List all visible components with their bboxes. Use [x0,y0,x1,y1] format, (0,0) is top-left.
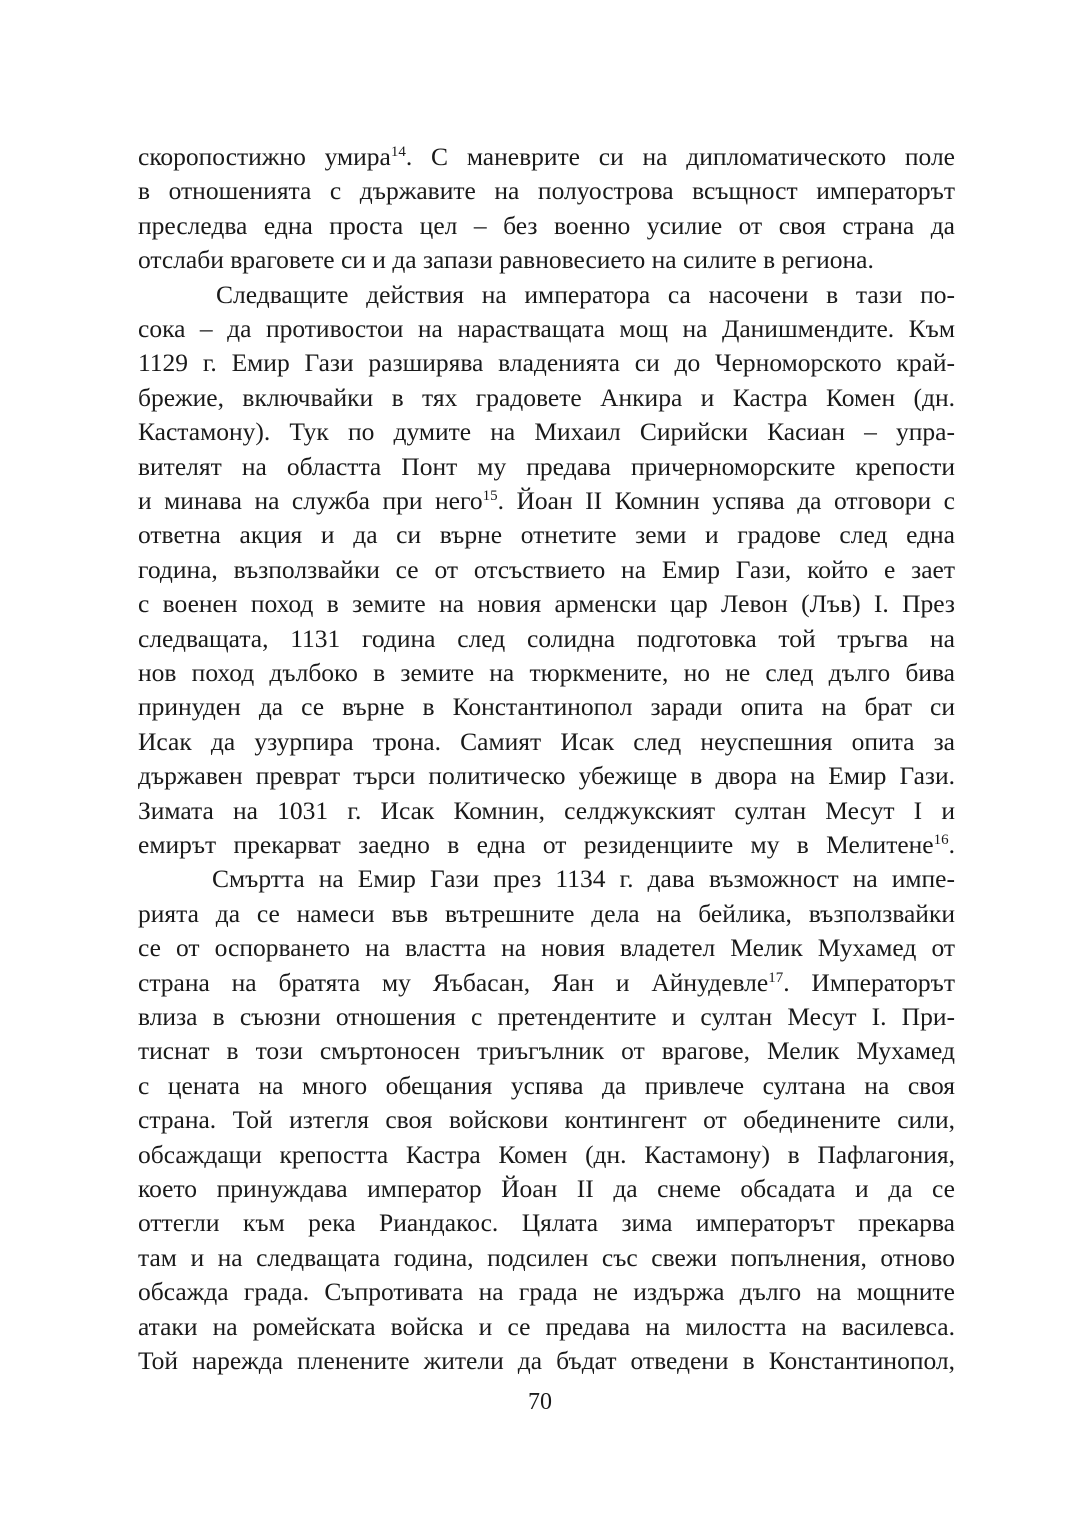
text-line [138,415,955,449]
page-body [138,140,955,1460]
text-line [138,1344,955,1378]
text-line [138,1103,955,1137]
text-run: 1129 г. Емир Гази разширява владенията си до Черноморското край- [138,348,955,378]
text-run: с цената на много обещания успява да привлече султана на своя [138,1070,955,1100]
text-line [138,794,955,828]
text-line [138,862,955,896]
text-run: тиснат в този смъртоносен триъгълник от врагове, Мелик Мухамед [138,1036,955,1066]
text-run: обсаждащи крепостта Кастра Комен (дн. Кастамону) в Пафлагония, [138,1139,955,1169]
text-run: Следващите действия на императора са насочени в тази по- [216,279,955,309]
text-run: преследва една проста цел – без военно усилие от своя страна да [138,210,955,240]
text-line [138,1206,955,1240]
text-line [138,931,955,965]
text-run: . Императорът [783,967,955,997]
text-line [138,346,955,380]
text-line [138,656,955,690]
text-run: което принуждава император Йоан II да снеме обсадата и да се [138,1174,955,1203]
text-run: с военен поход в земите на новия арменски цар Левон (Лъв) I. През [138,589,955,619]
text-line [138,1138,955,1172]
text-run: следващата, 1131 година след солидна подготовка той тръгва на [138,623,955,653]
text-run: рията да се намеси във вътрешните дела на бейлика, възползвайки [138,898,955,928]
text-line [138,381,955,415]
footnote-ref: 14 [390,144,406,160]
text-line [138,725,955,759]
text-run: година, възползвайки се от отсъствието на Емир Гази, който е зает [138,554,955,584]
text-line [138,243,955,277]
text-line [138,897,955,931]
text-line [138,278,955,312]
text-run: Смъртта на Емир Гази през 1134 г. дава възможност на импе- [212,864,955,894]
text-run: страна на братята му Яъбасан, Яан и Айнудевле [138,967,769,997]
text-run: в отношенията с държавите на полуострова всъщност императорът [138,176,955,206]
text-line [138,140,955,174]
text-run: Той нарежда пленените жители да бъдат отведени в Константинопол, [138,1346,955,1375]
footnote-ref: 16 [933,832,949,848]
text-line [138,484,955,518]
text-run: . С маневрите си на дипломатическото поле [405,142,955,171]
text-run: отслаби враговете си и да запази равновесието на силите в региона. [138,245,874,275]
text-line [138,828,955,862]
text-run: Исак да узурпира трона. Самият Исак след неуспешния опита за [138,726,955,756]
text-run: обсажда града. Съпротивата на града не издържа дълго на мощните [138,1277,955,1307]
text-run: . [948,830,955,859]
text-line [138,209,955,243]
text-run: там и на следващата година, подсилен със свежи попълнения, отново [138,1242,955,1272]
text-line [138,1275,955,1309]
text-line [138,312,955,346]
text-line [138,1000,955,1034]
text-line [138,966,955,1000]
text-run: вителят на областта Понт му предава причерноморските крепости [138,451,955,481]
text-run: принуден да се върне в Константинопол заради опита на брат си [138,692,955,722]
text-line [138,759,955,793]
footnote-ref: 17 [768,969,784,986]
text-run: нов поход дълбоко в земите на тюркмените, но не след дълго бива [138,658,955,687]
text-line [138,518,955,552]
text-run: и минава на служба при него [138,486,483,515]
text-run: сока – да противостои на нарастващата мощ на Данишмендите. Към [138,314,955,343]
text-line [138,587,955,621]
text-line [138,450,955,484]
text-line [138,174,955,208]
text-line [138,690,955,724]
text-run: Кастамону). Тук по думите на Михаил Сирийски Касиан – упра- [138,417,955,447]
text-line [138,553,955,587]
page-number: 70 [528,1389,552,1415]
text-run: Зимата на 1031 г. Исак Комнин, селджукският султан Месут I и [138,795,955,825]
text-run: държавен преврат търси политическо убежище в двора на Емир Гази. [138,761,955,791]
text-line [138,1069,955,1103]
text-line [138,1172,955,1206]
text-run: оттегли към река Риандакос. Цялата зима императорът прекарва [138,1208,955,1238]
text-run: влиза в съюзни отношения с претендентите и султан Месут I. При- [138,1002,955,1031]
text-line [138,1241,955,1275]
text-run: ответна акция и да си върне отнетите земи и градове след една [138,520,955,550]
footnote-ref: 15 [482,488,498,504]
text-line [138,1310,955,1344]
text-run: страна. Той изтегля своя войскови контингент от обединените сили, [138,1105,955,1135]
text-run: брежие, включвайки в тях градовете Анкира и Кастра Комен (дн. [138,382,955,412]
text-line [138,1034,955,1068]
text-line [138,622,955,656]
text-run: скоропостижно умира [138,142,391,171]
text-run: емирът прекарват заедно в една от резиденциите му в Мелитене [138,830,934,859]
text-run: се от оспорването на властта на новия владетел Мелик Мухамед от [138,933,955,963]
text-run: атаки на ромейската войска и се предава на милостта на василевса. [138,1311,955,1341]
text-run: . Йоан II Комнин успява да отговори с [497,486,955,515]
